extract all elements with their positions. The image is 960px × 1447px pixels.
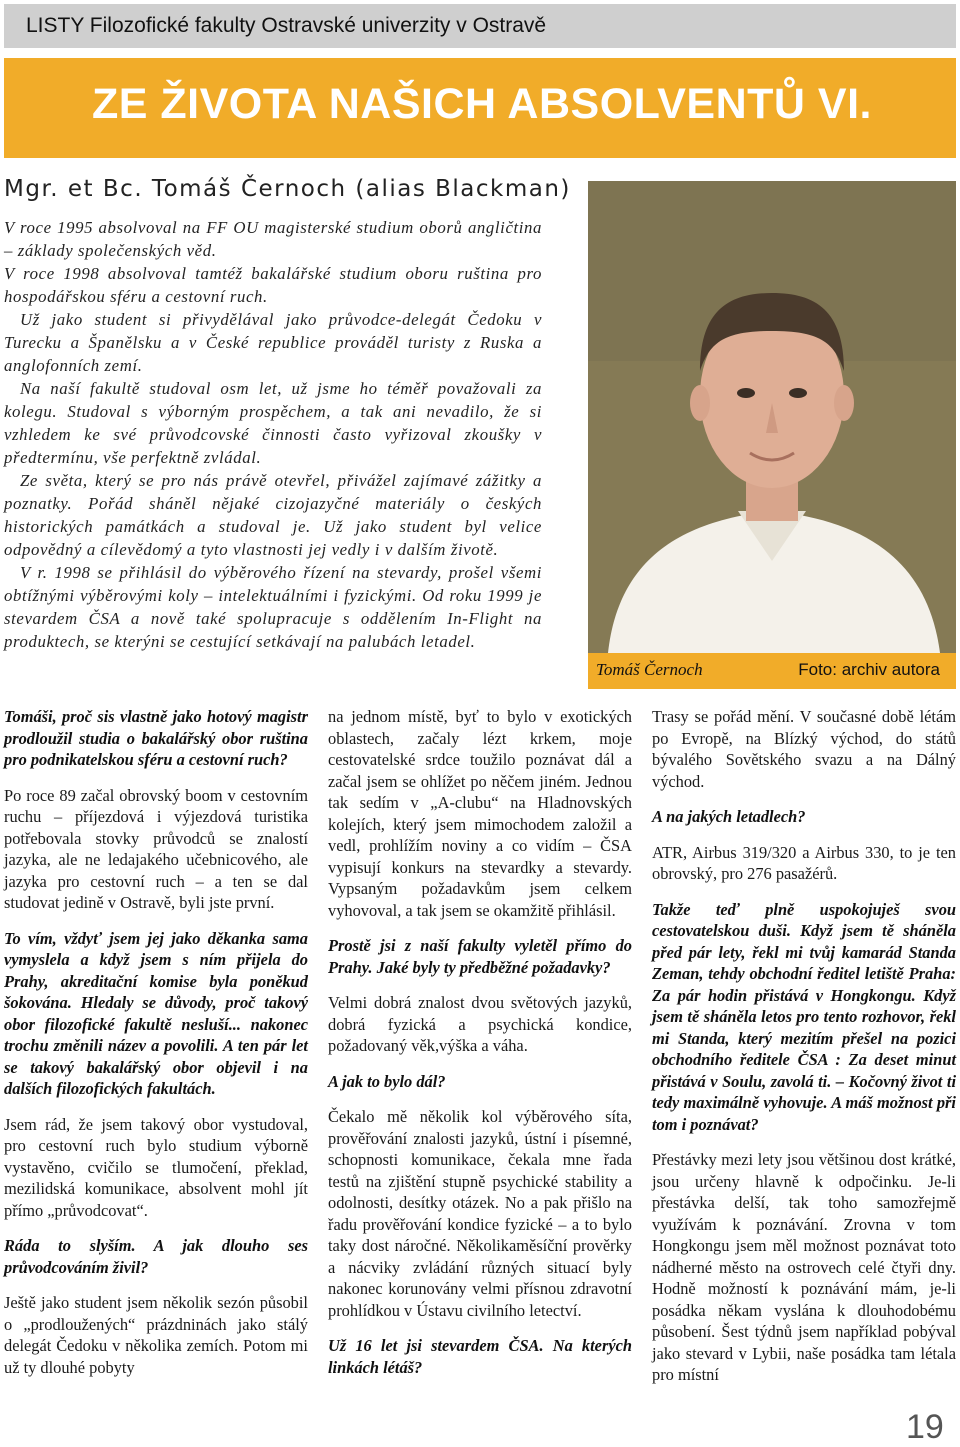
interview-answer: Trasy se pořád mění. V současné době létám po Evropě, na Blízký východ, do států bývalého Sovětského svazu a na Dálný východ. [652, 707, 956, 791]
interview-column-1 [4, 706, 308, 1378]
bio-paragraph: Ze světa, který se pro nás právě otevřel, přivážel zajímavé zážitky a poznatky. Pořád sháněl nějaké cizojazyčné materiály o českých historických památkách a studoval je. Už jako student byl velice odpovědný a cílevědomý a tyto vlastnosti jej vedly i v dalším životě. [4, 471, 542, 559]
interview-question: Takže teď plně uspokojuješ svou cestovatelskou duši. Když jsem tě sháněla před pár lety, řekl mi tvůj kamarád Standa Zeman, tehdy obchodní ředitel letiště Praha: Za pár hodin přistává v Hongkongu. Když jsem tě sháněla letos pro tento rozhovor, řekl mi Standa, který mezitím přešel na pozici obchodního ředitele ČSA : Za deset minut přistává v Soulu, zavolá ti. – Kočovný život ti tedy maximálně vyhovuje. A máš možnost při tom i poznávat? [652, 899, 956, 1134]
caption-credit: Foto: archiv autora [798, 660, 940, 679]
portrait-photo [588, 181, 956, 653]
interview-answer: Ještě jako student jsem několik sezón působil o „prodloužených“ prázdninách jako stálý delegát Čedoku v několika zemích. Potom mi už ty dlouhé pobyty [4, 1293, 308, 1377]
portrait-illustration [588, 181, 956, 653]
interview-question: A na jakých letadlech? [652, 807, 806, 826]
bio-paragraph: Na naší fakultě studoval osm let, už jsme ho téměř považovali za kolegu. Studoval s výborným prospěchem, a tak ani nevadilo, že si vzhledem ke své průvodcovské činnosti často vyřizoval zkoušky v předtermínu, vše perfektně zvládal. [4, 379, 542, 467]
journal-name: LISTY Filozofické fakulty Ostravské univerzity v Ostravě [26, 14, 547, 37]
interview-column-2 [328, 706, 632, 1378]
interview-answer: Jsem rád, že jsem takový obor vystudoval, pro cestovní ruch bylo studium výborně vystavěno, cvičilo se tlumočení, překlad, mezilidská komunikace, absolvent mohl jít přímo „průvodcovat“. [4, 1114, 308, 1220]
interview-answer: na jednom místě, byť to bylo v exotických oblastech, začaly lézt krkem, moje cestovatelské srdce toužilo poznávat dál a začal jsem se ohlížet po něčem jiném. Jednou tak sedím v „A-clubu“ na Hladnovských kolejích, který jsem mimochodem založil a vedl, prohlížím noviny a co vidím – ČSA vypisují konkurs na stevardky a stevardy. Vypsaným požadavkům jsem celkem vyhovoval, a tak jsem se okamžitě přihlásil. [328, 707, 632, 920]
interview-answer: ATR, Airbus 319/320 a Airbus 330, to je ten obrovský, pro 276 pasažérů. [652, 842, 956, 883]
photo-caption [588, 653, 956, 689]
interview-question: Ráda to slyším. A jak dlouho ses průvodcováním živil? [4, 1236, 308, 1277]
interview-answer: Čekalo mě několik kol výběrového síta, prověřování znalosti jazyků, ústní i písemné, schopnosti komunikace, čekala mne řada testů na zjištění stupně psychické stability a odolnosti, desítky otázek. No a pak přišlo na řadu prověřování kondice fyzické – a to bylo taky dost náročné. Několikaměsíční prověrky a nácviky zvládání různých situací byly nakonec korunovány velmi přísnou zdravotní prohlídkou v Ústavu civilního letectví. [328, 1107, 632, 1320]
interview-answer: Velmi dobrá znalost dvou světových jazyků, dobrá fyzická a psychická kondice, požadovaný věk,výška a váha. [328, 993, 632, 1055]
interview-question: Tomáši, proč sis vlastně jako hotový magistr prodloužil studia o bakalářský obor ruština pro podnikatelskou sféru a cestovní ruch? [4, 707, 308, 769]
title-band [4, 58, 956, 158]
bio-paragraph: Už jako student si přivydělával jako průvodce-delegát Čedoku v Turecku a Španělsku a v České republice prováděl turisty z Ruska a anglofonních zemí. [4, 310, 542, 375]
journal-header-bar [4, 4, 956, 48]
caption-name: Tomáš Černoch [596, 660, 703, 679]
interview-question: To vím, vždyť jsem jej jako děkanka sama vymyslela a když jsem s ním přijela do Prahy, akreditační komise byla poněkud šokována. Hledaly se důvody, proč takový obor filozofické fakultě nesluší... nakonec trochu změnili název a povolili. A ten pár let se takový bakalářský obor objevil i na dalších filozofických fakultách. [4, 928, 308, 1098]
interview-question: A jak to bylo dál? [328, 1071, 446, 1091]
bio-paragraph: V roce 1995 absolvoval na FF OU magisterské studium oborů angličtina – základy společenských věd. [4, 218, 542, 260]
page-number: 19 [906, 1408, 944, 1446]
interview-column-3 [652, 706, 956, 1386]
interview-answer: Přestávky mezi lety jsou většinou dost krátké, jsou určeny hlavně k odpočinku. Je-li přestávka delší, tak toho samozřejmě využívám k poznávání. Zrovna v tom Hongkongu jsem měl možnost poznávat toto nádherné město na ostrovech celé čtyři dny. Hodně možností k poznávání mám, je-li posádka někam vyslána k dlouhodobému působení. Šest týdnů jsem například pobýval jako stevard v Lybii, naše posádka tam létala pro místní [652, 1150, 956, 1384]
interview-answer: Po roce 89 začal obrovský boom v cestovním ruchu – příjezdová i výjezdová turistika potřebovala stovky průvodců se znalostí jazyka, ale ne ledajakého učebnicového, ale jazyka pro cestovní ruch – a ten se dal studovat jedině v Ostravě, byli jste první. [4, 785, 308, 912]
article-title: ZE ŽIVOTA NAŠICH ABSOLVENTŮ VI. [92, 80, 872, 128]
graduate-name: Mgr. et Bc. Tomáš Černoch (alias Blackman) [4, 176, 571, 202]
bio-block [4, 216, 542, 653]
bio-paragraph: V roce 1998 absolvoval tamtéž bakalářské studium oboru ruština pro hospodářskou sféru a cestovní ruch. [4, 264, 542, 306]
interview-question: Prostě jsi z naší fakulty vyletěl přímo do Prahy. Jaké byly ty předběžné požadavky? [328, 936, 632, 977]
bio-paragraph: V r. 1998 se přihlásil do výběrového řízení na stevardy, prošel všemi obtížnými výběrovými koly – intelektuálními i fyzickými. Od roku 1999 je stevardem ČSA a nově také spolupracuje s oddělením In-Flight na produktech, se kterýni se cestující setkávají na palubách letadel. [4, 563, 542, 651]
interview-question: Už 16 let jsi stevardem ČSA. Na kterých linkách létáš? [328, 1336, 632, 1377]
